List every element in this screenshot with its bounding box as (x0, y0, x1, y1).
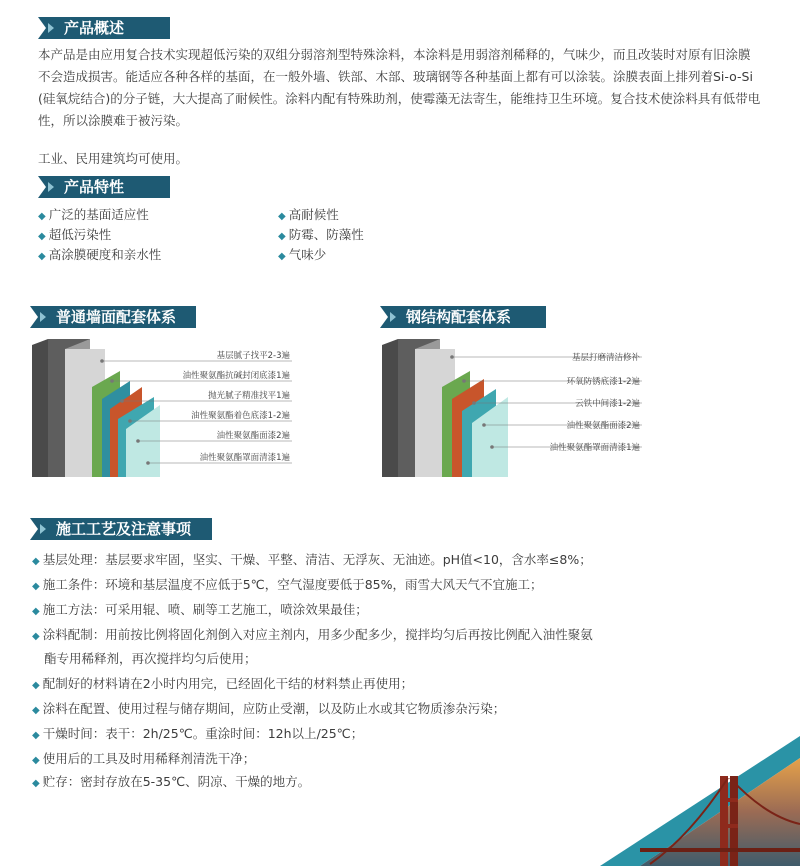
feature-item: ◆ 高涂膜硬度和亲水性 (38, 247, 162, 262)
heading-arrow-icon (38, 17, 46, 39)
diamond-bullet-icon: ◆ (32, 730, 40, 741)
diamond-bullet-icon: ◆ (32, 755, 40, 766)
diamond-bullet-icon: ◆ (38, 251, 46, 262)
bridge-tower (730, 776, 738, 866)
steel-layer-label: 基层打磨清洁修补 (571, 353, 640, 363)
feature-item: ◆ 超低污染性 (38, 227, 112, 242)
steel-layer-label: 环氧防锈底漆1-2遍 (566, 377, 640, 387)
heading-arrow-icon (40, 312, 46, 322)
process-heading: 施工工艺及注意事项 (56, 520, 192, 538)
heading-arrow-icon (390, 312, 396, 322)
heading-arrow-icon (30, 518, 38, 540)
overview-usage: 工业、民用建筑均可使用。 (38, 151, 189, 166)
overview-heading: 产品概述 (64, 19, 125, 37)
diamond-bullet-icon: ◆ (278, 211, 286, 222)
process-item: ◆ 贮存：密封存放在5-35℃、阴凉、干燥的地方。 (32, 774, 311, 789)
diamond-bullet-icon: ◆ (32, 705, 40, 716)
heading-arrow-icon (380, 306, 388, 328)
diamond-bullet-icon: ◆ (38, 211, 46, 222)
overview-line-3: (硅氧烷结合)的分子链，大大提高了耐候性。涂料内配有特殊助剂，使霉藻无法寄生，能维持卫生环境。复合技术使涂料具有低带电 (38, 91, 761, 106)
process-heading-bar (30, 518, 212, 540)
heading-arrow-icon (38, 176, 46, 198)
overview-line-1: 本产品是由应用复合技术实现超低污染的双组分弱溶剂型特殊涂料，本涂料是用弱溶剂稀释的，气味少，而且改装时对原有旧涂膜 (38, 47, 751, 62)
process-item-continuation: 酯专用稀释剂，再次搅拌均匀后使用； (44, 651, 257, 666)
heading-arrow-icon (30, 306, 38, 328)
feature-item: ◆ 高耐候性 (278, 207, 339, 222)
substrate-block (32, 339, 48, 477)
substrate-block (382, 339, 398, 477)
heading-arrow-icon (48, 23, 54, 33)
feature-item: ◆ 广泛的基面适应性 (38, 207, 149, 222)
features-heading: 产品特性 (64, 178, 125, 196)
diamond-bullet-icon: ◆ (278, 231, 286, 242)
heading-arrow-icon (48, 182, 54, 192)
wall-layer-label: 油性聚氨酯抗碱封闭底漆1遍 (182, 371, 290, 381)
steel-system-heading: 钢结构配套体系 (406, 308, 512, 326)
diamond-bullet-icon: ◆ (32, 778, 40, 789)
process-item: ◆ 干燥时间：表干：2h/25℃。重涂时间：12h以上/25℃； (32, 726, 364, 741)
steel-layer-label: 云铁中间漆1-2遍 (575, 399, 640, 409)
process-item: ◆ 施工条件：环境和基层温度不应低于5℃，空气湿度要低于85%，雨雪大风天气不宜施工； (32, 577, 543, 592)
steel-layer-label: 油性聚氨酯面漆2遍 (566, 421, 640, 431)
wall-layer-label: 油性聚氨酯罩面清漆1遍 (199, 453, 290, 463)
features-heading-bar (38, 176, 170, 198)
wall-system-heading-bar (30, 306, 196, 328)
overview-heading-bar (38, 17, 170, 39)
process-item: ◆ 使用后的工具及时用稀释剂清洗干净； (32, 751, 256, 766)
process-item: ◆ 基层处理：基层要求牢固，坚实、干燥、平整、清洁、无浮灰、无油迹。pH值<10，含水率≤8%； (32, 552, 592, 567)
process-item: ◆ 涂料在配置、使用过程与储存期间，应防止受潮，以及防止水或其它物质渗杂污染； (32, 701, 506, 716)
feature-item: ◆ 防霉、防藻性 (278, 227, 364, 242)
wall-system-heading: 普通墙面配套体系 (56, 308, 177, 326)
diamond-bullet-icon: ◆ (32, 556, 40, 567)
process-item: ◆ 配制好的材料请在2小时内用完，已经固化干结的材料禁止再使用； (32, 676, 414, 691)
wall-layer-label: 油性聚氨酯面漆2遍 (216, 431, 290, 441)
diamond-bullet-icon: ◆ (32, 680, 40, 691)
overview-line-4: 性，所以涂膜难于被污染。 (38, 113, 189, 128)
steel-layer-label: 油性聚氨酯罩面清漆1遍 (549, 443, 640, 453)
diamond-bullet-icon: ◆ (32, 581, 40, 592)
wall-layer-label: 抛光腻子精准找平1遍 (208, 391, 290, 401)
process-item: ◆ 施工方法：可采用辊、喷、刷等工艺施工，喷涂效果最佳； (32, 602, 368, 617)
diamond-bullet-icon: ◆ (32, 631, 40, 642)
steel-system-heading-bar (380, 306, 546, 328)
wall-layer-label: 基层腻子找平2-3遍 (216, 351, 290, 361)
diamond-bullet-icon: ◆ (38, 231, 46, 242)
process-item: ◆ 涂料配制：用前按比例将固化剂倒入对应主剂内，用多少配多少，搅拌均匀后再按比例配入油性聚氨 (32, 627, 593, 642)
heading-arrow-icon (40, 524, 46, 534)
diamond-bullet-icon: ◆ (278, 251, 286, 262)
bridge-photo-corner (570, 736, 800, 866)
feature-item: ◆ 气味少 (278, 247, 327, 262)
overview-line-2: 不会造成损害。能适应各种各样的基面，在一般外墙、铁部、木部、玻璃钢等各种基面上都有可以涂装。涂膜表面上排列着Si-o-Si (38, 69, 753, 84)
diamond-bullet-icon: ◆ (32, 606, 40, 617)
bridge-deck (640, 848, 800, 852)
wall-layer-label: 油性聚氨酯着色底漆1-2遍 (191, 411, 290, 421)
